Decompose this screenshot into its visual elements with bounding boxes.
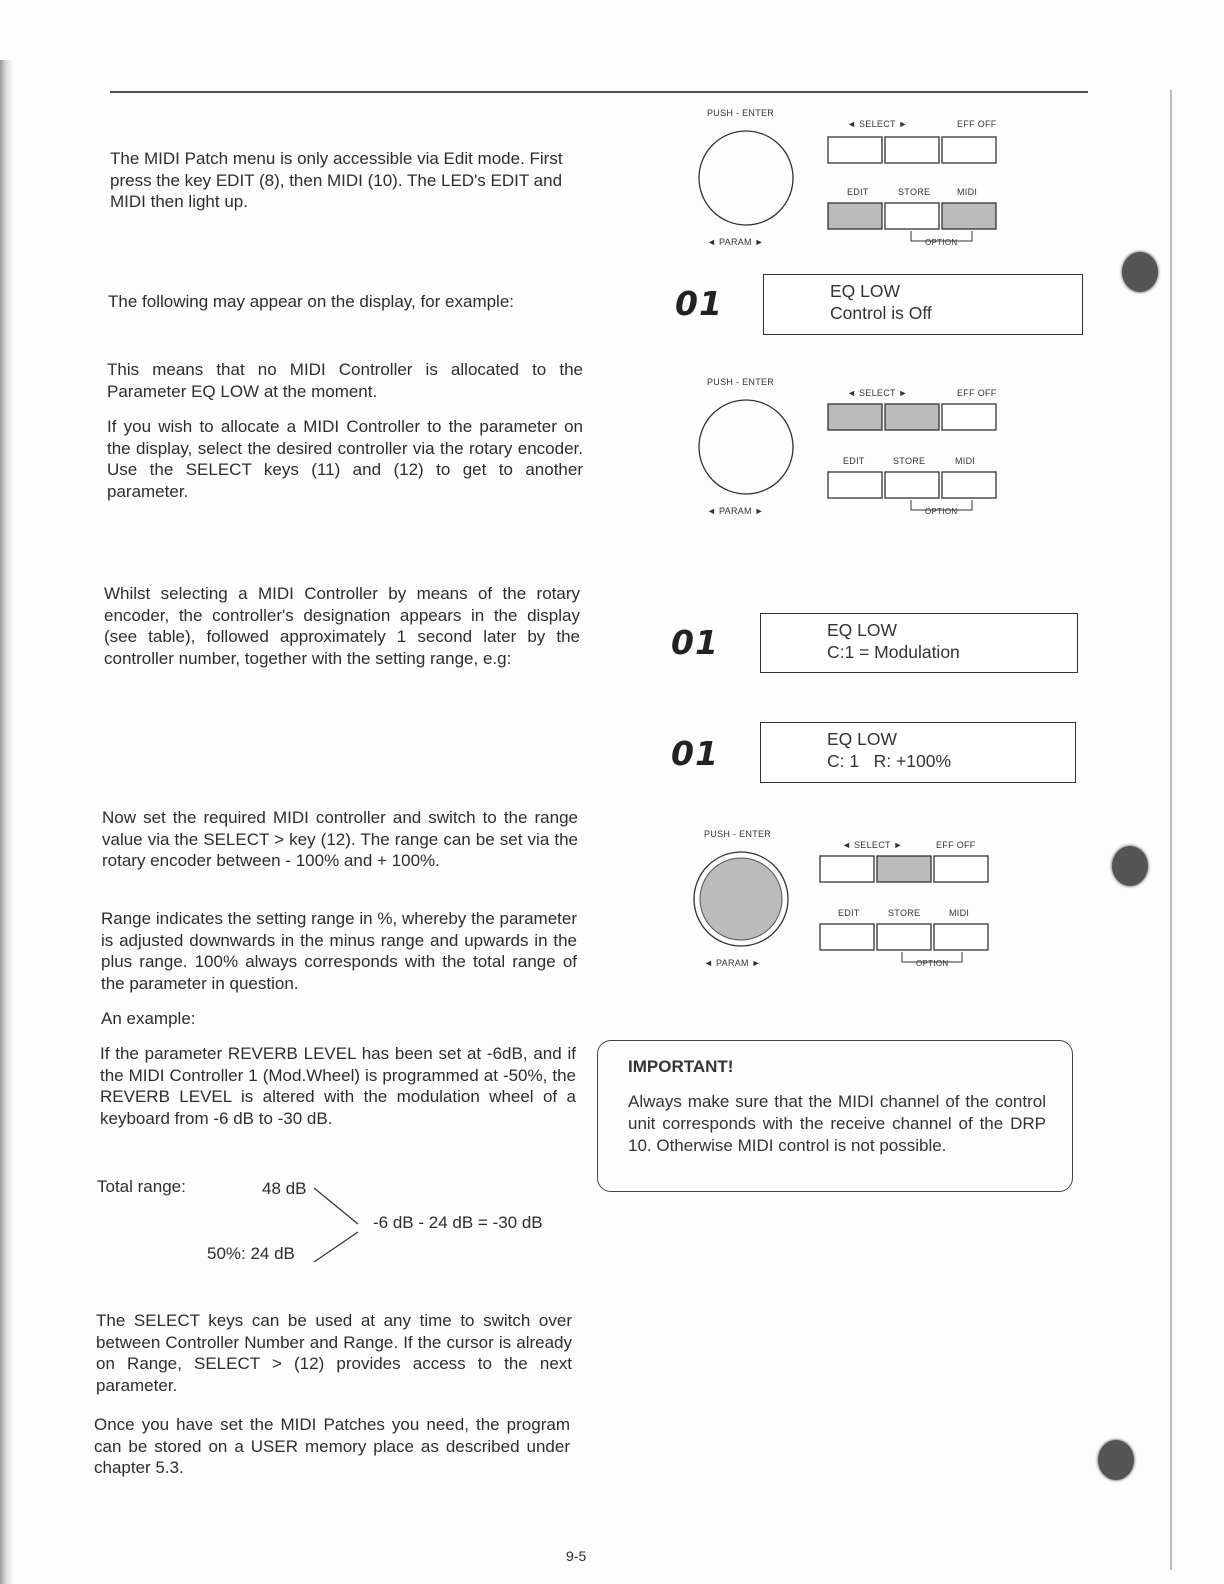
midi-label: MIDI bbox=[957, 187, 978, 197]
paragraph-select-keys: The SELECT keys can be used at any time to switch over between Controller Number and Range. If the cursor is already on Range, SELECT > (12) provides access to the next parameter. bbox=[96, 1311, 572, 1395]
calc-total-label: Total range: bbox=[97, 1177, 186, 1196]
midi-label: MIDI bbox=[955, 456, 976, 466]
store-key[interactable] bbox=[885, 203, 939, 229]
control-panel-2 bbox=[695, 374, 995, 524]
eff-off-label: EFF OFF bbox=[957, 119, 997, 129]
store-label: STORE bbox=[888, 908, 921, 918]
important-notice bbox=[597, 1040, 1073, 1192]
select-right-key[interactable] bbox=[885, 137, 939, 163]
lcd-line-2: Control is Off bbox=[830, 303, 932, 323]
eff-off-key[interactable] bbox=[942, 404, 996, 430]
edit-key-lit[interactable] bbox=[828, 203, 882, 229]
program-number: 01 bbox=[675, 284, 723, 323]
paragraph-intro: The MIDI Patch menu is only accessible via Edit mode. First press the key EDIT (8), then MIDI (10). The LED's EDIT and MIDI then light up. bbox=[110, 149, 563, 211]
select-left-key-lit[interactable] bbox=[828, 404, 882, 430]
store-key[interactable] bbox=[877, 924, 931, 950]
lcd-display-3 bbox=[760, 722, 1076, 783]
calc-half-value: 50%: 24 dB bbox=[207, 1244, 295, 1263]
push-enter-label: PUSH - ENTER bbox=[704, 829, 772, 839]
param-label: ◄ PARAM ► bbox=[707, 506, 764, 516]
midi-label: MIDI bbox=[949, 908, 970, 918]
important-title: IMPORTANT! bbox=[628, 1057, 734, 1076]
push-enter-label: PUSH - ENTER bbox=[707, 377, 775, 387]
control-panel-3 bbox=[690, 826, 990, 976]
paragraph-set-range: Now set the required MIDI controller and switch to the range value via the SELECT > key (12). The range can be set via the rotary encoder between - 100% and + 100%. bbox=[102, 808, 578, 870]
edit-label: EDIT bbox=[843, 456, 865, 466]
midi-key[interactable] bbox=[942, 472, 996, 498]
edit-label: EDIT bbox=[847, 187, 869, 197]
rotary-encoder[interactable] bbox=[699, 131, 793, 225]
edit-label: EDIT bbox=[838, 908, 860, 918]
eff-off-label: EFF OFF bbox=[936, 840, 976, 850]
eff-off-label: EFF OFF bbox=[957, 388, 997, 398]
program-number: 01 bbox=[671, 734, 719, 773]
page-number: 9-5 bbox=[566, 1548, 587, 1564]
scan-edge-right bbox=[1170, 90, 1172, 1570]
eff-off-key[interactable] bbox=[934, 856, 988, 882]
eff-off-key[interactable] bbox=[942, 137, 996, 163]
control-panel-1 bbox=[695, 105, 995, 255]
paragraph-selecting-controller: Whilst selecting a MIDI Controller by means of the rotary encoder, the controller's designation appears in the display (see table), followed approximately 1 second later by the controller number, together with the setting range, e.g: bbox=[104, 584, 580, 668]
lcd-line-2: C: 1 R: +100% bbox=[827, 751, 952, 771]
lcd-display-1 bbox=[763, 274, 1083, 335]
edit-key[interactable] bbox=[820, 924, 874, 950]
binder-hole bbox=[1112, 846, 1148, 886]
select-label: ◄ SELECT ► bbox=[847, 388, 908, 398]
store-key[interactable] bbox=[885, 472, 939, 498]
rotary-encoder[interactable] bbox=[699, 400, 793, 494]
edit-key[interactable] bbox=[828, 472, 882, 498]
scan-edge-left bbox=[0, 60, 14, 1584]
select-right-key-lit[interactable] bbox=[885, 404, 939, 430]
rotary-encoder-pressed[interactable] bbox=[700, 858, 782, 940]
lcd-line-1: EQ LOW bbox=[827, 620, 898, 640]
select-label: ◄ SELECT ► bbox=[847, 119, 908, 129]
lcd-line-2: C:1 = Modulation bbox=[827, 642, 960, 662]
midi-key-lit[interactable] bbox=[942, 203, 996, 229]
lcd-line-1: EQ LOW bbox=[830, 281, 901, 301]
important-text: Always make sure that the MIDI channel of the control unit corresponds with the receive channel of the DRP 10. Otherwise MIDI control is not possible. bbox=[628, 1092, 1046, 1155]
header-rule bbox=[110, 91, 1088, 93]
option-label: OPTION bbox=[916, 959, 949, 968]
option-label: OPTION bbox=[925, 238, 958, 247]
store-label: STORE bbox=[893, 456, 926, 466]
binder-hole bbox=[1098, 1440, 1134, 1480]
store-label: STORE bbox=[898, 187, 931, 197]
lcd-display-2 bbox=[760, 613, 1078, 673]
select-right-key-lit[interactable] bbox=[877, 856, 931, 882]
program-number: 01 bbox=[671, 623, 719, 662]
select-label: ◄ SELECT ► bbox=[842, 840, 903, 850]
paragraph-range-explained: Range indicates the setting range in %, whereby the parameter is adjusted downwards in the minus range and upwards in the plus range. 100% always corresponds with the total range of the parameter in question. bbox=[101, 909, 577, 993]
select-left-key[interactable] bbox=[820, 856, 874, 882]
midi-key[interactable] bbox=[934, 924, 988, 950]
paragraph-display-example: The following may appear on the display, for example: bbox=[108, 292, 515, 311]
param-label: ◄ PARAM ► bbox=[707, 237, 764, 247]
lcd-line-1: EQ LOW bbox=[827, 729, 898, 749]
calc-result: -6 dB - 24 dB = -30 dB bbox=[373, 1213, 543, 1232]
paragraph-store: Once you have set the MIDI Patches you need, the program can be stored on a USER memory place as described under chapter 5.3. bbox=[94, 1415, 570, 1477]
paragraph-example: If the parameter REVERB LEVEL has been set at -6dB, and if the MIDI Controller 1 (Mod.Wheel) is programmed at -50%, the REVERB LEVEL is altered with the modulation wheel of a keyboard from -6 dB to -30 dB. bbox=[100, 1044, 576, 1128]
option-label: OPTION bbox=[925, 507, 958, 516]
calc-total-value: 48 dB bbox=[262, 1179, 307, 1198]
param-label: ◄ PARAM ► bbox=[704, 958, 761, 968]
paragraph-example-label: An example: bbox=[101, 1009, 196, 1028]
calc-arrows bbox=[310, 1178, 380, 1268]
binder-hole bbox=[1122, 252, 1158, 292]
paragraph-no-controller: This means that no MIDI Controller is allocated to the Parameter EQ LOW at the moment. bbox=[107, 360, 583, 401]
paragraph-allocate: If you wish to allocate a MIDI Controller to the parameter on the display, select the desired controller via the rotary encoder. Use the SELECT keys (11) and (12) to get to another parameter. bbox=[107, 417, 583, 501]
push-enter-label: PUSH - ENTER bbox=[707, 108, 775, 118]
select-left-key[interactable] bbox=[828, 137, 882, 163]
